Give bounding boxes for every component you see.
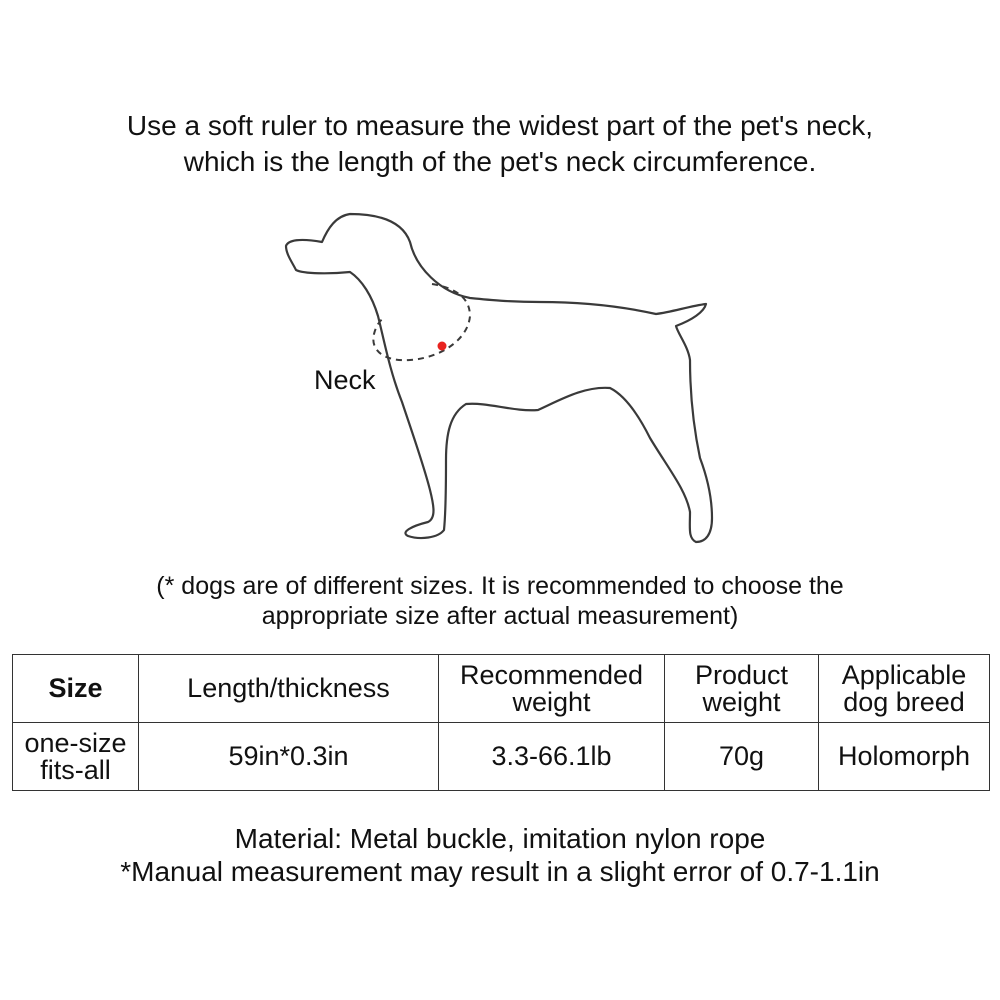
header-product-weight bbox=[665, 655, 819, 723]
neck-measure-marker bbox=[438, 342, 447, 351]
cell-recommended-weight: 3.3-66.1lb bbox=[439, 723, 665, 791]
header-recommended-weight bbox=[439, 655, 665, 723]
header-recommended-weight-line-2: weight bbox=[512, 686, 591, 717]
material-line: Material: Metal buckle, imitation nylon rope bbox=[234, 823, 766, 854]
cell-length: 59in*0.3in bbox=[139, 723, 439, 791]
header-product-weight-line-2: weight bbox=[702, 686, 781, 717]
header-recommended-weight-line-1: Recommended bbox=[459, 659, 644, 690]
header-dog-breed bbox=[819, 655, 990, 723]
header-length: Length/thickness bbox=[139, 655, 439, 723]
table-header-row bbox=[13, 655, 990, 723]
size-note bbox=[0, 571, 1000, 631]
instruction-line-2: which is the length of the pet's neck circumference. bbox=[183, 146, 817, 177]
instruction-line-1: Use a soft ruler to measure the widest part of the pet's neck, bbox=[126, 110, 874, 141]
cell-product-weight: 70g bbox=[665, 723, 819, 791]
specification-table bbox=[12, 654, 990, 791]
footer-text bbox=[0, 822, 1000, 888]
cell-size-line-1: one-size bbox=[24, 727, 127, 758]
cell-size bbox=[13, 723, 139, 791]
error-note-line: *Manual measurement may result in a slight error of 0.7-1.1in bbox=[120, 856, 880, 887]
header-product-weight-line-1: Product bbox=[694, 659, 789, 690]
cell-size-line-2: fits-all bbox=[40, 754, 111, 785]
neck-measure-loop bbox=[373, 284, 470, 360]
size-note-line-1: (* dogs are of different sizes. It is recommended to choose the bbox=[156, 572, 844, 600]
header-dog-breed-line-2: dog breed bbox=[843, 686, 965, 717]
neck-label: Neck bbox=[314, 365, 376, 395]
size-note-line-2: appropriate size after actual measurement) bbox=[261, 602, 739, 630]
table-row bbox=[13, 723, 990, 791]
header-size: Size bbox=[13, 655, 139, 723]
cell-dog-breed: Holomorph bbox=[819, 723, 990, 791]
header-dog-breed-line-1: Applicable bbox=[841, 659, 967, 690]
